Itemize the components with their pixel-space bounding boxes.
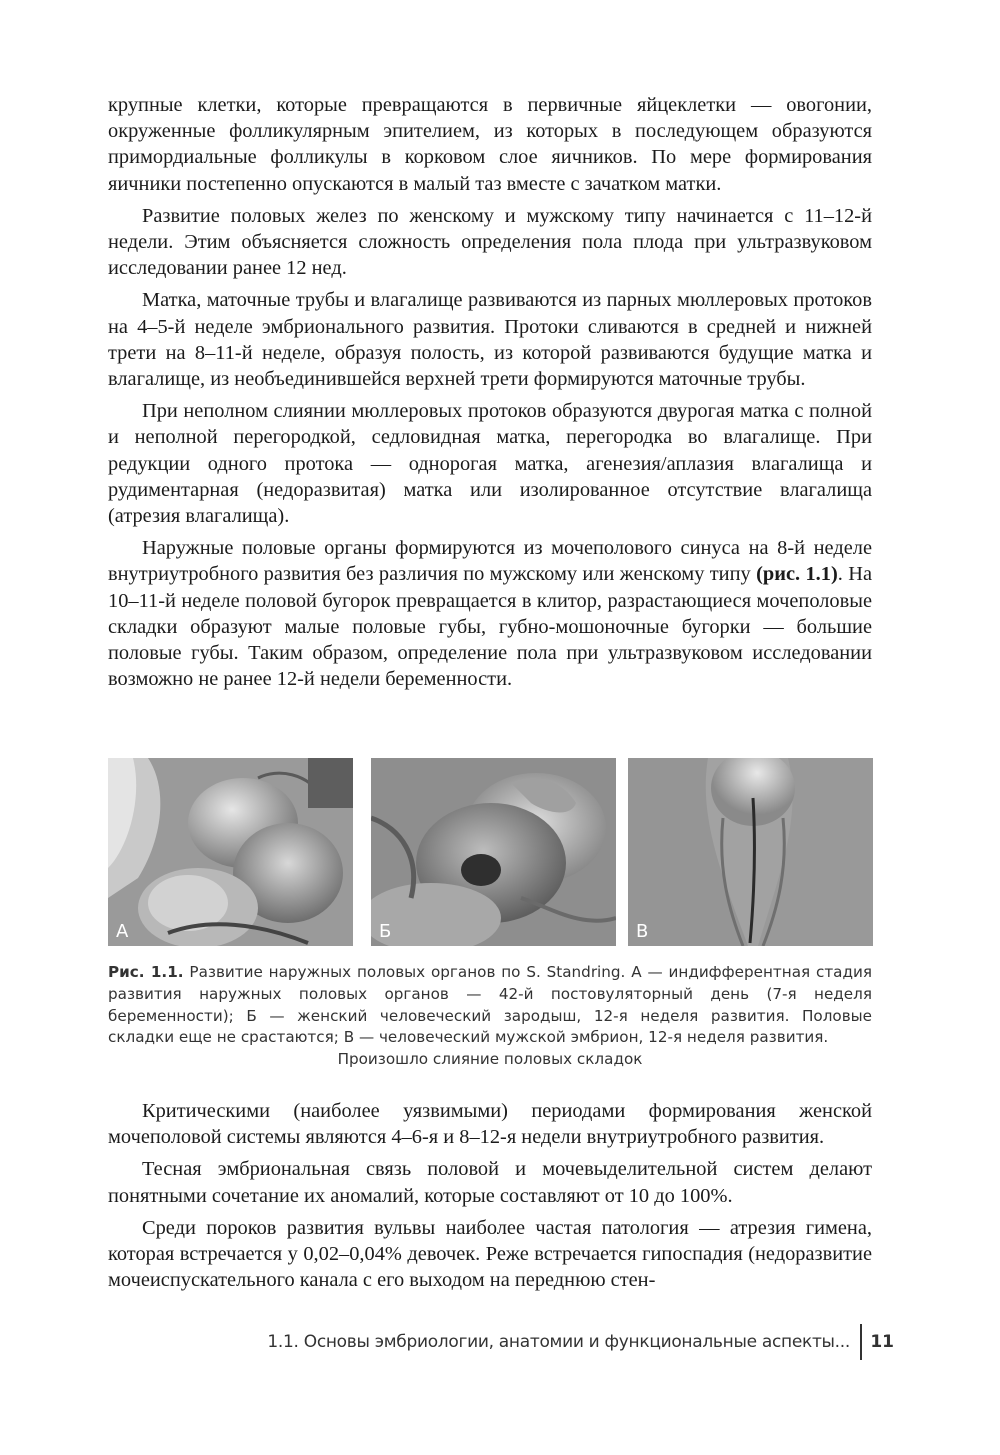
paragraph-5-text-b: . На 10–11-й неделе половой бугорок превращается в клитор, разрастающиеся мочеполовые складки образуют малые половые губы, губно-мошоночные бугорки — большие половые губы. Таким образом, определение пола при ультразвуковом исследовании возможно не ранее 12-й недели беременности. <box>108 563 872 691</box>
footer-divider <box>860 1324 862 1360</box>
panel-label-a: А <box>116 921 129 942</box>
paragraph-5 <box>108 535 872 692</box>
micrograph-b-image <box>371 758 616 946</box>
figure-reference: (рис. 1.1) <box>756 563 838 586</box>
body-text-top <box>108 92 872 698</box>
page-footer <box>108 1324 894 1364</box>
figure-panel-b <box>371 758 616 946</box>
paragraph-1: крупные клетки, которые превращаются в первичные яйцеклетки — овогонии, окруженные фолликулярным эпителием, из которых в последующем образуются примордиальные фолликулы в корковом слое яичников. По мере формирования яичники постепенно опускаются в малый таз вместе с зачатком матки. <box>108 94 872 195</box>
paragraph-3: Матка, маточные трубы и влагалище развиваются из парных мюллеровых протоков на 4–5-й неделе эмбрионального развития. Протоки сливаются в средней и нижней трети на 8–11-й неделе, образуя полость, из которой развиваются будущие матка и влагалище, из необъединившейся верхней трети формируются маточные трубы. <box>108 289 872 391</box>
panel-label-c: В <box>636 921 649 942</box>
figure-panel-a <box>108 758 353 946</box>
figure-caption <box>108 962 872 1071</box>
caption-last-line: Произошло слияние половых складок <box>337 1050 643 1069</box>
caption-body: Развитие наружных половых органов по S. Standring. А — индифферентная стадия развития наружных половых органов — 42-й постовуляторный день (7-я неделя беременности); Б — женский человеческий зародыш, 12-я неделя развития. Половые складки еще не срастаются; В — человеческий мужской эмбрион, 12-я неделя развития. <box>108 963 873 1047</box>
micrograph-a-image <box>108 758 353 946</box>
caption-title: Рис. 1.1. <box>108 963 184 981</box>
running-title: 1.1. Основы эмбриологии, анатомии и функциональные аспекты... <box>267 1332 850 1352</box>
figure-panel-c <box>628 758 873 946</box>
paragraph-7: Тесная эмбриональная связь половой и мочевыделительной систем делают понятными сочетание их аномалий, которые составляют от 10 до 100%. <box>108 1158 872 1207</box>
paragraph-4: При неполном слиянии мюллеровых протоков образуются двурогая матка с полной и неполной перегородкой, седловидная матка, перегородка во влагалище. При редукции одного протока — однорогая матка, агенезия/аплазия влагалища и рудиментарная (недоразвитая) матка или изолированное отсутствие влагалища (атрезия влагалища). <box>108 400 872 528</box>
panel-label-b: Б <box>379 921 392 942</box>
paragraph-6: Критическими (наиболее уязвимыми) периодами формирования женской мочеполовой системы являются 4–6-я и 8–12-я недели внутриутробного развития. <box>108 1100 872 1149</box>
figure-panels <box>108 758 872 946</box>
micrograph-c-image <box>628 758 873 946</box>
page-number: 11 <box>870 1332 894 1352</box>
figure-1-1 <box>108 758 873 1069</box>
body-text-bottom <box>108 1098 872 1299</box>
paragraph-2: Развитие половых желез по женскому и мужскому типу начинается с 11–12-й недели. Этим объясняется сложность определения пола плода при ультразвуковом исследовании ранее 12 нед. <box>108 204 872 280</box>
paragraph-5-text-a: Наружные половые органы формируются из мочеполового синуса на 8-й неделе внутриутробного развития без различия по мужскому или женскому типу <box>108 537 872 586</box>
paragraph-8: Среди пороков развития вульвы наиболее частая патология — атрезия гимена, которая встречается у 0,02–0,04% девочек. Реже встречается гипоспадия (недоразвитие мочеиспускательного канала с его выходом на переднюю стен- <box>108 1216 872 1292</box>
